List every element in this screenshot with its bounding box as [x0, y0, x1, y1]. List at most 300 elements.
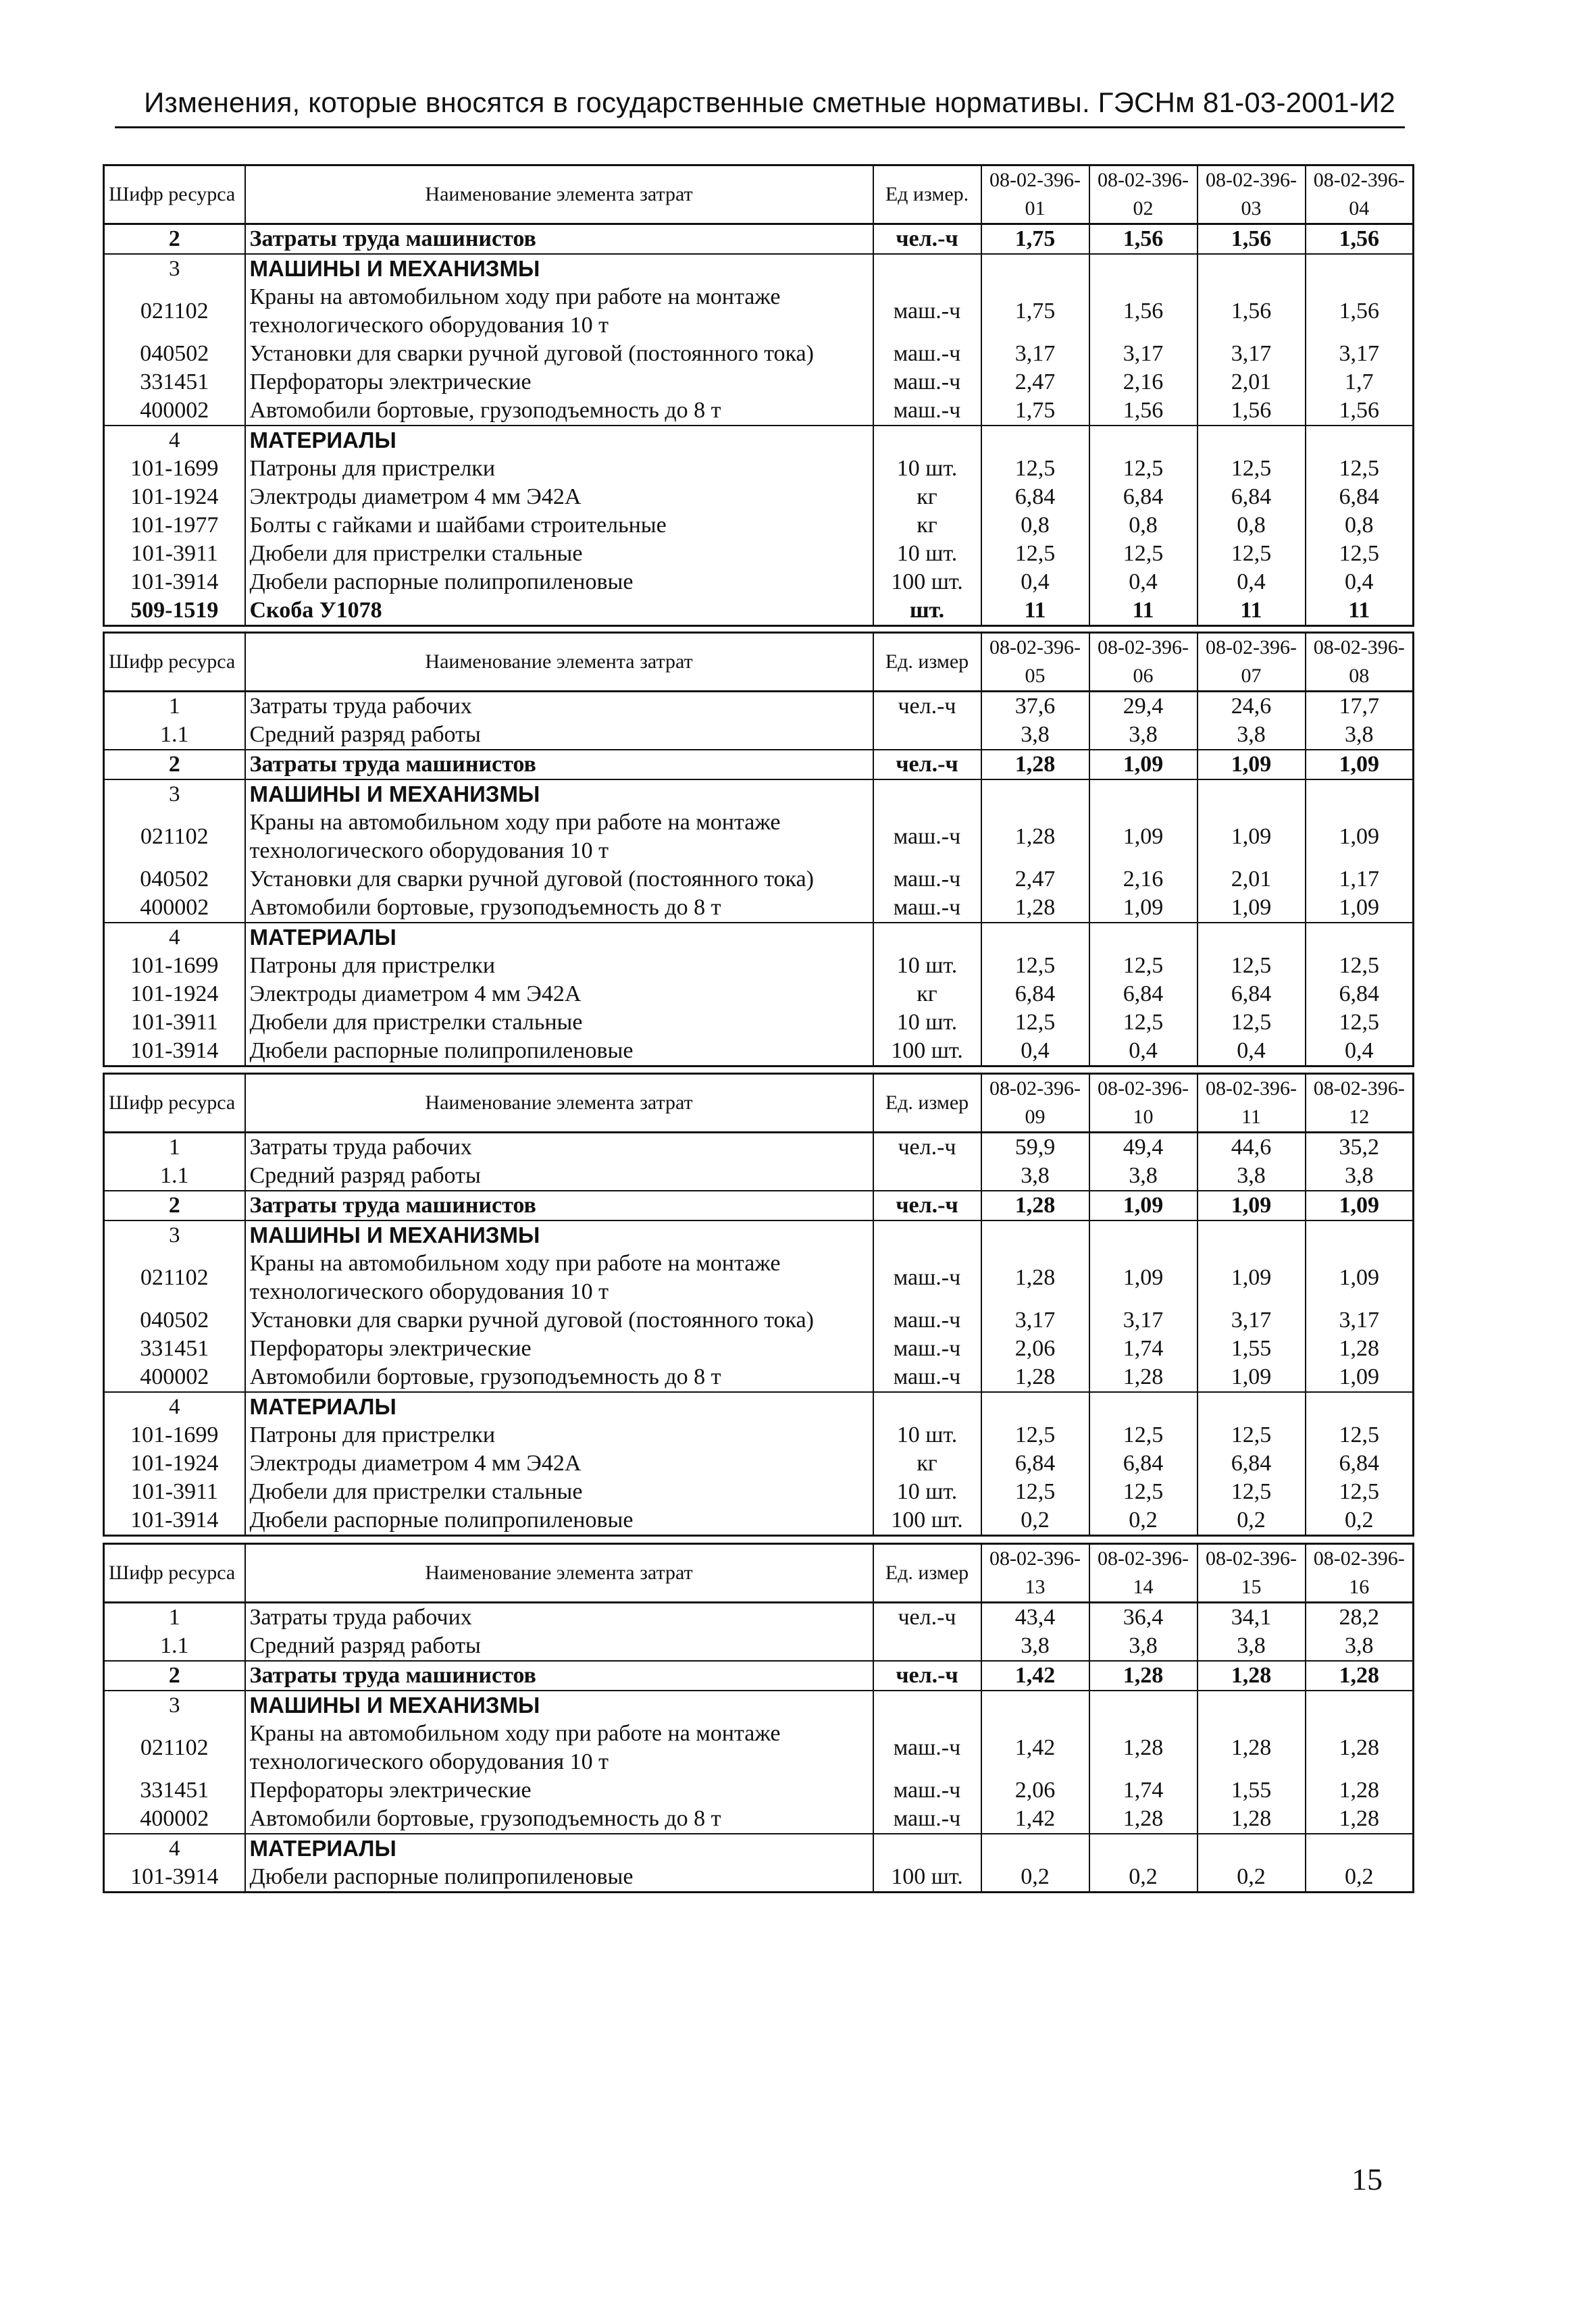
resource-code: 331451	[104, 1335, 245, 1363]
norm-value: 1,09	[1198, 1250, 1306, 1306]
resource-table-1	[103, 164, 1413, 627]
resource-code: 040502	[104, 865, 245, 894]
resource-code: 2	[104, 750, 245, 779]
resource-unit: 10 шт.	[873, 1478, 981, 1506]
norm-value: 12,5	[981, 952, 1089, 980]
norm-value: 6,84	[1306, 1449, 1414, 1478]
norm-value: 1,09	[1089, 1250, 1198, 1306]
norm-value	[1089, 254, 1198, 283]
resource-unit: маш.-ч	[873, 1250, 981, 1306]
resource-name: Средний разряд работы	[245, 1632, 873, 1661]
resource-name: МАТЕРИАЛЫ	[245, 1392, 873, 1421]
norm-value: 1,09	[1198, 894, 1306, 923]
norm-value: 12,5	[1089, 1421, 1198, 1449]
norm-value	[1306, 254, 1414, 283]
resource-unit: маш.-ч	[873, 1363, 981, 1392]
norm-value: 1,28	[981, 1191, 1089, 1220]
norm-value: 12,5	[1198, 1421, 1306, 1449]
header-name: Наименование элемента затрат	[245, 1074, 873, 1133]
norm-value: 6,84	[1306, 980, 1414, 1008]
norm-value: 1,09	[1198, 808, 1306, 865]
resource-code: 1.1	[104, 1632, 245, 1661]
norm-value: 0,2	[1089, 1863, 1198, 1893]
resource-unit: маш.-ч	[873, 865, 981, 894]
norm-value: 6,84	[981, 980, 1089, 1008]
norm-value: 35,2	[1306, 1133, 1414, 1162]
resource-name: Дюбели распорные полипропиленовые	[245, 1506, 873, 1536]
norm-value	[1198, 1392, 1306, 1421]
resource-code: 101-1924	[104, 980, 245, 1008]
norm-value: 1,09	[1306, 1191, 1414, 1220]
norm-value: 12,5	[981, 1478, 1089, 1506]
norm-value: 3,8	[1198, 721, 1306, 750]
header-norm-code: 08-02-396-02	[1089, 165, 1198, 224]
norm-value: 2,06	[981, 1776, 1089, 1805]
norm-value	[981, 1392, 1089, 1421]
table-row	[104, 540, 1414, 568]
norm-value	[1198, 1691, 1306, 1720]
resource-code: 400002	[104, 1363, 245, 1392]
norm-value: 2,16	[1089, 368, 1198, 396]
norm-value: 0,4	[1306, 568, 1414, 596]
resource-name: Установки для сварки ручной дуговой (постоянного тока)	[245, 1306, 873, 1335]
norm-value: 1,09	[1306, 750, 1414, 779]
header-norm-code: 08-02-396-07	[1198, 633, 1306, 692]
norm-value: 17,7	[1306, 692, 1414, 721]
header-name: Наименование элемента затрат	[245, 1544, 873, 1603]
resource-code: 1.1	[104, 1162, 245, 1191]
resource-name: Автомобили бортовые, грузоподъемность до 8 т	[245, 1363, 873, 1392]
norm-value	[1089, 1834, 1198, 1863]
norm-value: 0,4	[981, 1037, 1089, 1066]
resource-code: 040502	[104, 1306, 245, 1335]
resource-code: 400002	[104, 1805, 245, 1834]
table-row	[104, 1661, 1414, 1691]
table-row	[104, 368, 1414, 396]
norm-value: 0,4	[1089, 568, 1198, 596]
norm-value: 1,09	[1089, 808, 1198, 865]
header-rule	[115, 126, 1405, 128]
norm-value: 29,4	[1089, 692, 1198, 721]
resource-unit: маш.-ч	[873, 396, 981, 426]
table-row	[104, 1421, 1414, 1449]
resource-name: Дюбели для пристрелки стальные	[245, 1008, 873, 1037]
norm-value	[1198, 1220, 1306, 1250]
norm-value: 1,55	[1198, 1776, 1306, 1805]
resource-unit	[873, 1220, 981, 1250]
resource-code: 101-1924	[104, 1449, 245, 1478]
table-row	[104, 224, 1414, 255]
resource-code: 101-1924	[104, 483, 245, 511]
table-row	[104, 692, 1414, 721]
resource-unit: 10 шт.	[873, 1008, 981, 1037]
resource-name: Дюбели распорные полипропиленовые	[245, 1037, 873, 1066]
norm-value: 3,17	[1089, 340, 1198, 368]
norm-value: 49,4	[1089, 1133, 1198, 1162]
resource-name: Затраты труда рабочих	[245, 1603, 873, 1632]
norm-table	[103, 1073, 1414, 1537]
resource-unit: маш.-ч	[873, 283, 981, 340]
resource-unit	[873, 779, 981, 808]
norm-table	[103, 632, 1414, 1067]
norm-value: 12,5	[1089, 1478, 1198, 1506]
resource-unit: кг	[873, 511, 981, 540]
norm-value: 1,09	[1089, 1191, 1198, 1220]
norm-value: 3,8	[1306, 1632, 1414, 1661]
norm-value: 1,09	[1306, 1363, 1414, 1392]
norm-value: 1,56	[1306, 283, 1414, 340]
header-norm-code: 08-02-396-05	[981, 633, 1089, 692]
norm-value: 12,5	[1198, 952, 1306, 980]
header-code: Шифр ресурса	[104, 165, 245, 224]
resource-code: 3	[104, 1220, 245, 1250]
resource-name: Патроны для пристрелки	[245, 1421, 873, 1449]
norm-value: 3,8	[981, 1162, 1089, 1191]
header-norm-code: 08-02-396-03	[1198, 165, 1306, 224]
resource-code: 331451	[104, 368, 245, 396]
table-row	[104, 721, 1414, 750]
norm-value: 0,2	[1306, 1506, 1414, 1536]
table-row	[104, 1720, 1414, 1776]
norm-value: 3,8	[1089, 1632, 1198, 1661]
norm-value: 1,28	[1306, 1720, 1414, 1776]
norm-value: 0,4	[1306, 1037, 1414, 1066]
header-unit: Ед. измер	[873, 1544, 981, 1603]
norm-value: 1,56	[1089, 283, 1198, 340]
resource-unit: шт.	[873, 596, 981, 626]
norm-value: 1,75	[981, 396, 1089, 426]
resource-code: 101-1699	[104, 952, 245, 980]
norm-value: 0,2	[981, 1863, 1089, 1893]
norm-value: 1,75	[981, 283, 1089, 340]
norm-value: 0,4	[1089, 1037, 1198, 1066]
norm-value: 3,17	[1198, 340, 1306, 368]
norm-value: 1,56	[1306, 396, 1414, 426]
norm-value: 36,4	[1089, 1603, 1198, 1632]
resource-code: 4	[104, 923, 245, 952]
norm-value	[1198, 254, 1306, 283]
table-row	[104, 254, 1414, 283]
table-row	[104, 952, 1414, 980]
norm-value: 1,28	[981, 1363, 1089, 1392]
norm-value: 1,42	[981, 1661, 1089, 1691]
header-norm-code: 08-02-396-06	[1089, 633, 1198, 692]
resource-name: Затраты труда рабочих	[245, 692, 873, 721]
norm-value: 6,84	[1089, 483, 1198, 511]
resource-code: 021102	[104, 1720, 245, 1776]
table-row	[104, 283, 1414, 340]
resource-unit	[873, 1392, 981, 1421]
norm-value: 12,5	[981, 455, 1089, 483]
norm-value: 1,09	[1198, 1363, 1306, 1392]
norm-value: 6,84	[1198, 1449, 1306, 1478]
table-header-row	[104, 1074, 1414, 1133]
resource-name: Перфораторы электрические	[245, 1776, 873, 1805]
norm-value	[981, 254, 1089, 283]
norm-value: 2,47	[981, 865, 1089, 894]
resource-name: Перфораторы электрические	[245, 1335, 873, 1363]
norm-value: 0,4	[981, 568, 1089, 596]
table-row	[104, 426, 1414, 455]
norm-value	[1306, 1834, 1414, 1863]
resource-unit: чел.-ч	[873, 1191, 981, 1220]
resource-name: Автомобили бортовые, грузоподъемность до 8 т	[245, 894, 873, 923]
table-row	[104, 1306, 1414, 1335]
table-row	[104, 779, 1414, 808]
resource-name: МАШИНЫ И МЕХАНИЗМЫ	[245, 1691, 873, 1720]
resource-unit	[873, 254, 981, 283]
resource-code: 331451	[104, 1776, 245, 1805]
norm-value: 12,5	[1306, 540, 1414, 568]
norm-value: 3,8	[981, 1632, 1089, 1661]
resource-name: Краны на автомобильном ходу при работе на монтаже технологического оборудования 10 т	[245, 808, 873, 865]
resource-name: Скоба У1078	[245, 596, 873, 626]
norm-value: 1,09	[1198, 1191, 1306, 1220]
norm-value: 12,5	[1306, 1478, 1414, 1506]
resource-code: 101-3914	[104, 1037, 245, 1066]
resource-code: 4	[104, 1834, 245, 1863]
norm-value: 1,42	[981, 1805, 1089, 1834]
header-norm-code: 08-02-396-04	[1306, 165, 1414, 224]
resource-unit: маш.-ч	[873, 1306, 981, 1335]
resource-code: 021102	[104, 283, 245, 340]
table-row	[104, 894, 1414, 923]
norm-value: 3,17	[981, 340, 1089, 368]
resource-table-3	[103, 1073, 1413, 1537]
norm-value	[1198, 426, 1306, 455]
norm-value	[1089, 1220, 1198, 1250]
resource-code: 2	[104, 224, 245, 255]
table-row	[104, 1335, 1414, 1363]
norm-value: 1,28	[1198, 1720, 1306, 1776]
table-row	[104, 1632, 1414, 1661]
norm-value: 0,2	[981, 1506, 1089, 1536]
norm-value: 6,84	[1198, 980, 1306, 1008]
header-norm-code: 08-02-396-10	[1089, 1074, 1198, 1133]
norm-value	[981, 923, 1089, 952]
norm-value	[981, 779, 1089, 808]
resource-name: МАШИНЫ И МЕХАНИЗМЫ	[245, 779, 873, 808]
norm-value: 44,6	[1198, 1133, 1306, 1162]
norm-value: 3,17	[981, 1306, 1089, 1335]
table-header-row	[104, 165, 1414, 224]
header-name: Наименование элемента затрат	[245, 633, 873, 692]
norm-value: 1,28	[1198, 1661, 1306, 1691]
resource-name: Электроды диаметром 4 мм Э42А	[245, 483, 873, 511]
norm-value: 12,5	[1089, 455, 1198, 483]
norm-value	[1306, 426, 1414, 455]
norm-value	[1306, 779, 1414, 808]
resource-unit: 10 шт.	[873, 540, 981, 568]
norm-value: 0,8	[1089, 511, 1198, 540]
resource-unit: кг	[873, 1449, 981, 1478]
norm-value	[1198, 1834, 1306, 1863]
resource-code: 101-3914	[104, 1506, 245, 1536]
norm-value: 12,5	[981, 540, 1089, 568]
norm-value: 0,8	[1198, 511, 1306, 540]
norm-value: 1,75	[981, 224, 1089, 255]
norm-value: 0,2	[1198, 1863, 1306, 1893]
norm-value: 2,06	[981, 1335, 1089, 1363]
norm-value: 1,28	[1089, 1720, 1198, 1776]
table-row	[104, 1834, 1414, 1863]
resource-name: МАТЕРИАЛЫ	[245, 426, 873, 455]
resource-name: Электроды диаметром 4 мм Э42А	[245, 1449, 873, 1478]
table-row	[104, 1603, 1414, 1632]
norm-value: 1,28	[981, 1250, 1089, 1306]
norm-value: 1,55	[1198, 1335, 1306, 1363]
resource-unit	[873, 923, 981, 952]
norm-value	[1198, 779, 1306, 808]
header-norm-code: 08-02-396-01	[981, 165, 1089, 224]
resource-unit: 10 шт.	[873, 1421, 981, 1449]
header-code: Шифр ресурса	[104, 1074, 245, 1133]
resource-name: Электроды диаметром 4 мм Э42А	[245, 980, 873, 1008]
document-title: Изменения, которые вносятся в государственные сметные нормативы. ГЭСНм 81-03-2001-И2	[144, 86, 1395, 118]
norm-value: 3,8	[1089, 1162, 1198, 1191]
norm-value	[1306, 1691, 1414, 1720]
norm-value: 3,8	[981, 721, 1089, 750]
norm-value: 0,2	[1198, 1506, 1306, 1536]
resource-unit: 10 шт.	[873, 455, 981, 483]
resource-code: 101-3911	[104, 1008, 245, 1037]
norm-value: 11	[1089, 596, 1198, 626]
resource-name: Установки для сварки ручной дуговой (постоянного тока)	[245, 865, 873, 894]
norm-value: 1,09	[1198, 750, 1306, 779]
resource-unit	[873, 1632, 981, 1661]
norm-value: 1,42	[981, 1720, 1089, 1776]
header-norm-code: 08-02-396-11	[1198, 1074, 1306, 1133]
table-row	[104, 455, 1414, 483]
resource-name: Автомобили бортовые, грузоподъемность до 8 т	[245, 1805, 873, 1834]
norm-value: 1,28	[1089, 1661, 1198, 1691]
norm-value: 1,74	[1089, 1335, 1198, 1363]
resource-name: Затраты труда машинистов	[245, 1191, 873, 1220]
resource-unit	[873, 721, 981, 750]
norm-value	[981, 1691, 1089, 1720]
norm-value: 3,17	[1198, 1306, 1306, 1335]
resource-code: 400002	[104, 894, 245, 923]
norm-value	[1089, 426, 1198, 455]
resource-unit: чел.-ч	[873, 224, 981, 255]
resource-code: 040502	[104, 340, 245, 368]
resource-code: 101-1977	[104, 511, 245, 540]
norm-value: 1,09	[1306, 1250, 1414, 1306]
norm-value: 6,84	[1306, 483, 1414, 511]
norm-value: 1,28	[1089, 1805, 1198, 1834]
norm-value: 2,01	[1198, 865, 1306, 894]
norm-value: 0,2	[1306, 1863, 1414, 1893]
norm-value: 12,5	[1089, 540, 1198, 568]
resource-name: Краны на автомобильном ходу при работе на монтаже технологического оборудования 10 т	[245, 283, 873, 340]
header-name: Наименование элемента затрат	[245, 165, 873, 224]
table-row	[104, 1037, 1414, 1066]
norm-value: 1,28	[981, 808, 1089, 865]
norm-value: 3,8	[1089, 721, 1198, 750]
norm-value: 1,28	[1306, 1805, 1414, 1834]
header-unit: Ед. измер	[873, 1074, 981, 1133]
resource-code: 2	[104, 1661, 245, 1691]
norm-value: 6,84	[1198, 483, 1306, 511]
norm-value: 3,8	[1306, 1162, 1414, 1191]
norm-value	[1306, 1220, 1414, 1250]
norm-value: 37,6	[981, 692, 1089, 721]
table-row	[104, 483, 1414, 511]
header-code: Шифр ресурса	[104, 1544, 245, 1603]
norm-value: 28,2	[1306, 1603, 1414, 1632]
norm-value: 2,16	[1089, 865, 1198, 894]
norm-value	[1089, 923, 1198, 952]
resource-unit: чел.-ч	[873, 750, 981, 779]
resource-name: Затраты труда рабочих	[245, 1133, 873, 1162]
resource-unit: маш.-ч	[873, 894, 981, 923]
header-norm-code: 08-02-396-09	[981, 1074, 1089, 1133]
norm-value: 12,5	[1198, 1478, 1306, 1506]
norm-value: 1,28	[1306, 1661, 1414, 1691]
norm-value: 1,56	[1198, 224, 1306, 255]
resource-name: Перфораторы электрические	[245, 368, 873, 396]
norm-value: 1,28	[1198, 1805, 1306, 1834]
resource-code: 101-3914	[104, 1863, 245, 1893]
norm-value: 11	[981, 596, 1089, 626]
header-code: Шифр ресурса	[104, 633, 245, 692]
header-norm-code: 08-02-396-13	[981, 1544, 1089, 1603]
norm-value	[1089, 779, 1198, 808]
resource-name: Краны на автомобильном ходу при работе на монтаже технологического оборудования 10 т	[245, 1720, 873, 1776]
norm-value: 3,17	[1306, 340, 1414, 368]
table-row	[104, 1506, 1414, 1536]
norm-value: 0,8	[1306, 511, 1414, 540]
header-norm-code: 08-02-396-14	[1089, 1544, 1198, 1603]
norm-value: 11	[1198, 596, 1306, 626]
resource-unit: маш.-ч	[873, 1335, 981, 1363]
norm-value	[981, 426, 1089, 455]
resource-code: 021102	[104, 808, 245, 865]
resource-name: Болты с гайками и шайбами строительные	[245, 511, 873, 540]
resource-unit: маш.-ч	[873, 1720, 981, 1776]
norm-value: 1,28	[981, 750, 1089, 779]
resource-name: МАШИНЫ И МЕХАНИЗМЫ	[245, 1220, 873, 1250]
resource-name: Дюбели распорные полипропиленовые	[245, 568, 873, 596]
resource-unit: 100 шт.	[873, 1506, 981, 1536]
norm-value: 1,09	[1306, 894, 1414, 923]
table-row	[104, 1805, 1414, 1834]
norm-value: 1,56	[1089, 396, 1198, 426]
header-norm-code: 08-02-396-16	[1306, 1544, 1414, 1603]
norm-value: 1,56	[1089, 224, 1198, 255]
norm-value	[1089, 1691, 1198, 1720]
resource-code: 021102	[104, 1250, 245, 1306]
norm-value: 59,9	[981, 1133, 1089, 1162]
norm-value: 34,1	[1198, 1603, 1306, 1632]
norm-value: 1,28	[1306, 1776, 1414, 1805]
resource-unit: кг	[873, 980, 981, 1008]
norm-value: 12,5	[981, 1421, 1089, 1449]
table-row	[104, 1008, 1414, 1037]
resource-unit	[873, 1162, 981, 1191]
resource-name: МАТЕРИАЛЫ	[245, 923, 873, 952]
resource-code: 101-1699	[104, 455, 245, 483]
resource-name: Краны на автомобильном ходу при работе на монтаже технологического оборудования 10 т	[245, 1250, 873, 1306]
resource-unit	[873, 1691, 981, 1720]
resource-code: 4	[104, 1392, 245, 1421]
resource-unit: маш.-ч	[873, 340, 981, 368]
table-row	[104, 568, 1414, 596]
resource-name: Затраты труда машинистов	[245, 1661, 873, 1691]
resource-name: МАШИНЫ И МЕХАНИЗМЫ	[245, 254, 873, 283]
norm-value: 3,8	[1198, 1632, 1306, 1661]
header-norm-code: 08-02-396-12	[1306, 1074, 1414, 1133]
